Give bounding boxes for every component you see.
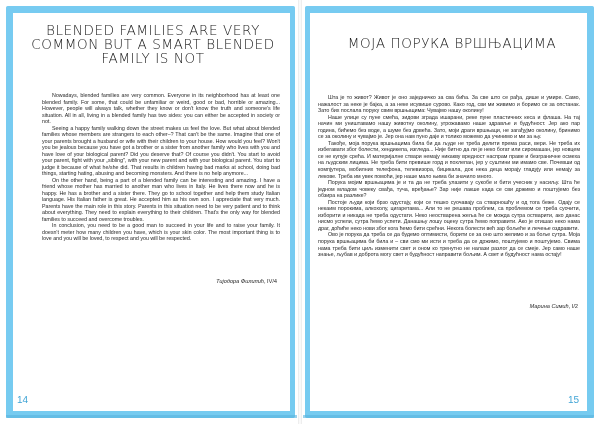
author-class: IV/4 xyxy=(267,279,277,285)
article-body-serbian xyxy=(318,95,580,259)
author-name: Марина Симић xyxy=(529,304,569,310)
page-number-right: 15 xyxy=(568,395,580,406)
author-class: I/2 xyxy=(571,304,578,310)
paragraph: On the other hand, being a part of a blended family can be interesting and amazing. I have a friend whose mother has married to another man who lives in Italy. He lives there now and he is happy. He has a brother and a sister there. They go to school together and help them study Italian language. His Italian father is great. He accepted him as his own son. I appreciate that very much. Parents have the main role in this story. Parents in this situation need to be very patient and to think about everything. They need to explain everything to their children. That's the only way for blended families to succeed and overcome troubles. xyxy=(42,177,280,223)
author-signature-english: Тијодора Филипић, IV/4 xyxy=(216,279,277,285)
author-signature-serbian: Марина Симић, I/2 xyxy=(529,304,578,310)
paragraph: Наше улице су пуне смећа, зидови зграда ишарани, реке пуне пластичних кеса и флаша. На тај начин ми уништавамо нашу животну околину, угрожавамо наше здравље и будућност. Јер ако пар година, бићемо без воде, а шуме без дрвећа. Зато, моји драги вршњаци, не загађујмо околину, бринимо се за околину и чувајмо је. Јер она нам пуно даје и толико можемо да учинимо и ми за њу. xyxy=(318,114,580,141)
paragraph: Порука мојим вршњацима је и та да не треба улазити у сукобе и бити учесник у насиљу. Шта ће једном младом човеку свађа, туча, вређање? Зар није лакше када се сви држимо и поштујемо без обзира на разлике? xyxy=(318,180,580,200)
paragraph: Постоје људи који брзо одустају, који се тешко суочавају са стварношћу и од тога беже. Одају се некаим порокима, алкохолу, цигаретама... Али то не решава проблем, са проблемом се треба суочити, изборити и никада не треба одустати. Неко неостварена жеља ће се можда сутра остварити, ако данас нисмо успели, сутра ћемо успети. Данашњу лошу оцену сутра ћемо поправити. Ако је отишао неко нама драг, доћиће неко нови због кога ћемо бити срећни. Некога болести већ зар бољеће и лечење оздравити. xyxy=(318,199,580,232)
left-page xyxy=(0,0,299,424)
article-title-serbian: МОЈА ПОРУКА ВРШЊАЦИМА xyxy=(347,36,557,52)
article-title-english: BLENDED FAMILIES ARE VERY COMMON BUT A SMART BLENDED FAMILY IS NOT xyxy=(31,23,275,67)
page-number-left: 14 xyxy=(17,395,29,406)
paragraph: Шта је то живот? Живот је оно заједничко за сва бића. За све што се рађа, дише и умире. Само, нажалост за неке је бајка, а за неке исувише сурово. Како год, сви ми живимо и боримо се за опстанак. Зато бих послала поруку свим вршњацима: Чувајмо нашу околину! xyxy=(318,95,580,115)
paragraph: Такође, моја порука вршњацима била би да људе не треба делити према раси, вери. Не треба их избегавати због болести, хендикепа, изгледа... Није битно да ли је неко богат или сиромашан, јер новцем се не купује срећа. И материјалне ствари немају никакву вредност наспрам праве и безграничне осмеха на људским лицима. Не треба бити превише горд и похлепан, јер у суштини ми имамо све. Почевши од компјутера, мобилних телефона, телевизора, бицикала, док нека деца морају гладују или немају за лекове. Треба им увек помоћи, јер наше мало њима би значило много. xyxy=(318,140,580,180)
paragraph: Seeing a happy family walking down the street makes us feel the love. But what about blended families whose members are strangers to each other–? That can't be the same. Imagine that one of your parents brought a husband or wife with their children to your house. How would you feel? Won't you be jealous because you have got a brother or a sister from another family who lives with you and have love of your biological parent? Did you deserve that? Of course you didn't. You start to avoid your parent, fight with your „sibling", with your new parent and with your biological parent. You start to judge it because of what he/she did. That results in children having bad marks at school, doing bad things, starting hating, abusing and becoming monsters. And there is no help anymore... xyxy=(42,125,280,177)
paragraph: In conclusion, you need to be a good man to succeed in your life and to raise your family. It doesn't meter how many children you have, which is your skin color. The most important thing is to love and you will be loved, to respect and you will be respected. xyxy=(42,223,280,242)
author-name: Тијодора Филипић xyxy=(216,279,264,285)
paragraph: Nowadays, blended families are very common. Everyone in its neighborhood has at least one blended family. For some, that could be unfamiliar or weird, good or bad, horrible or amazing... However, people will always talk, whether they know or don't know the truth and someone's life situation. All in all, living in a blended family has two sides: you can either be accepted in society or not. xyxy=(42,93,280,125)
paragraph: Ово је порука да треба се да будемо оптимисти, борити се за оно што желимо и за боље сутра. Моја порука вршњацима би била и – сви смо ми исти и треба да се држимо, поштујемо и поштујемо. Свима нама треба бити циљ изменити свет и оном ко тренутно не налази разлог да се смеје. Јер само наше знање, љубав и доброта могу свет и будућност направити бољим. А свет и будућност нама остају! xyxy=(318,232,580,259)
article-body-english xyxy=(42,93,280,243)
